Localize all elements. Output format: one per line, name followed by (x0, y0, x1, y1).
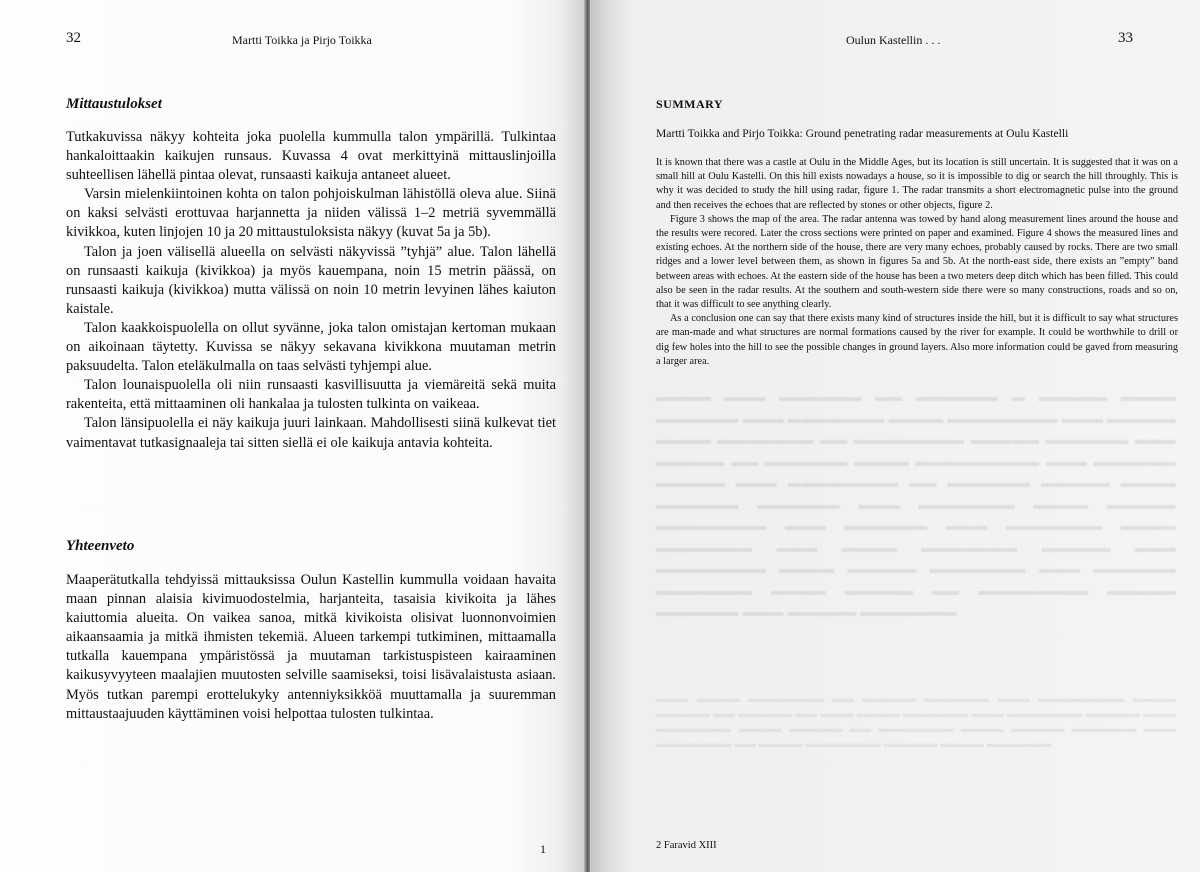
right-page (590, 0, 1200, 872)
running-head: Oulun Kastellin . . . (846, 33, 941, 47)
paragraph: Talon ja joen välisellä alueella on selvästi näkyvissä ”tyhjä” alue. Talon lähellä on runsaasti kaikuja (kivikkoa) ja myös kauempana, noin 15 metrin päässä, on runsaasti kaikuja (kivikkoa) mutta välissä on noin 10 metrin levyinen lähes kaiuton kaistale. (66, 243, 556, 317)
left-page (0, 0, 586, 872)
paragraph: Figure 3 shows the map of the area. The radar antenna was towed by hand along measurement lines around the house and the results were recored. Later the cross sections were printed on paper and examined. Figure 4 shows the measured lines and existing echoes. At the northern side of the house, there are very many echoes, probably caused by rocks. There are two small ridges and a lower level between them, as shown in figures 5a and 5b. At the north-east side, there exists an ”empty” band between areas with echoes. At the eastern side of the house has been a two meters deep ditch which has been filled. This could also be seen in the radar results. At the southern and south-western side there were so many constructions, roads and so on, that it was difficult to see anything clearly. (656, 213, 1178, 311)
paragraph: Tutkakuvissa näkyy kohteita joka puolella kummulla talon ympärillä. Tulkintaa hankaloittaakin kaikujen runsaus. Kuvassa 4 ovat merkittyinä mittauslinjoilla suhteellisen lähellä pintaa olevat, runsaasti kaikuja antaneet alueet. (66, 129, 556, 184)
bleed-through-footnotes: ▬▬▬ ▬▬▬▬ ▬▬▬▬▬▬▬ ▬▬ ▬▬▬▬▬ ▬▬▬▬▬▬ ▬▬▬ ▬▬▬▬▬▬▬▬ ▬▬▬▬ ▬▬▬▬▬ ▬▬ ▬▬▬▬▬ ▬▬ ▬▬▬ ▬▬▬▬ ▬▬▬▬▬▬ ▬▬▬ ▬▬▬▬▬▬▬ ▬▬▬▬▬ ▬▬▬ ▬▬▬▬▬▬▬ ▬▬▬▬ ▬▬▬▬▬ ▬▬ ▬▬▬▬▬▬▬ ▬▬▬▬ ▬▬▬▬▬ ▬▬▬▬▬▬ ▬▬▬ ▬▬▬▬▬▬▬ ▬▬ ▬▬▬▬ ▬▬▬▬▬▬▬ ▬▬▬▬▬ ▬▬▬▬ ▬▬▬▬▬▬ (656, 694, 1176, 750)
section-title-mittaustulokset: Mittaustulokset (66, 96, 162, 112)
results-section-body (66, 128, 556, 453)
paragraph: Talon länsipuolella ei näy kaikuja juuri lainkaan. Mahdollisesti siinä kulkevat tiet vaimentavat tutkasignaaleja tai sitten siellä ei ole kaikuja antavia kohteita. (66, 415, 556, 451)
section-title-yhteenveto: Yhteenveto (66, 538, 135, 554)
summary-body (656, 156, 1178, 369)
paragraph: Talon lounaispuolella oli niin runsaasti kasvillisuutta ja viemäreitä sekä muita rakenteita, että mittaaminen oli hankalaa ja tulosten tulkinta on vaikeaa. (66, 377, 556, 413)
summary-heading: SUMMARY (656, 97, 724, 111)
summary-section-body (66, 571, 556, 724)
paragraph: As a conclusion one can say that there exists many kind of structures inside the hill, but it is difficult to say what structures are man-made and what structures are normal formations caused by the river for example. It could be worthwhile to drill or dig few holes into the hill to see the possible changes in ground layers. Also more information could be gaved from measuring a larger area. (656, 313, 1178, 367)
page-footer-signature: 2 Faravid XIII (656, 840, 717, 851)
paragraph: It is known that there was a castle at Oulu in the Middle Ages, but its location is still uncertain. It is suggested that it was on a small hill at Oulu Kastelli. On this hill exists nowadays a house, so it is impossible to dig or search the hill throughly. This is why it was decided to study the hill using radar, figure 1. The radar transmits a short electromagnetic pulse into the ground and then receives the echoes that are reflected by stones or other objects, figure 2. (656, 157, 1178, 211)
paragraph: Varsin mielenkiintoinen kohta on talon pohjoiskulman lähistöllä oleva alue. Siinä on kaksi selvästi erottuvaa harjannetta ja niiden välissä 1–2 metriä syvemmällä kivikkoa, kuten linjojen 10 ja 20 mittaustuloksista näkyy (kuvat 5a ja 5b). (66, 186, 556, 241)
running-head: Martti Toikka ja Pirjo Toikka (232, 33, 372, 47)
summary-subtitle: Martti Toikka and Pirjo Toikka: Ground penetrating radar measurements at Oulu Kastelli (656, 127, 1069, 140)
bleed-through-text: ▬▬▬▬ ▬▬▬ ▬▬▬▬▬▬ ▬▬ ▬▬▬▬▬▬ ▬ ▬▬▬▬▬ ▬▬▬▬ ▬▬▬▬▬▬ ▬▬▬ ▬▬▬▬▬▬▬ ▬▬▬▬ ▬▬▬▬▬▬▬▬ ▬▬▬ ▬▬▬▬▬ ▬▬▬▬ ▬▬▬▬▬▬▬ ▬▬ ▬▬▬▬▬▬▬▬ ▬▬▬▬▬ ▬▬▬▬▬▬ ▬▬▬ ▬▬▬▬▬ ▬▬ ▬▬▬▬▬▬ ▬▬▬▬ ▬▬▬▬▬▬▬▬▬ ▬▬▬ ▬▬▬▬▬▬ ▬▬▬▬▬ ▬▬▬ ▬▬▬▬▬▬▬▬ ▬▬ ▬▬▬▬▬▬ ▬▬▬▬▬ ▬▬▬▬ ▬▬▬▬▬▬ ▬▬▬▬▬▬ ▬▬▬ ▬▬▬▬▬▬▬ ▬▬▬▬ ▬▬▬▬▬ ▬▬▬▬▬▬▬▬ ▬▬▬ ▬▬▬▬▬▬ ▬▬▬ ▬▬▬▬▬▬▬ ▬▬▬▬ ▬▬▬▬▬▬▬ ▬▬▬ ▬▬▬▬ ▬▬▬▬▬▬▬ ▬▬▬▬▬ ▬▬▬ ▬▬▬▬▬▬▬▬ ▬▬▬▬ ▬▬▬▬▬ ▬▬▬▬▬▬▬ ▬▬▬ ▬▬▬▬▬▬ ▬▬▬▬▬▬▬ ▬▬▬▬ ▬▬▬▬▬ ▬▬ ▬▬▬▬▬▬▬▬ ▬▬▬▬▬ ▬▬▬▬▬▬ ▬▬▬ ▬▬▬▬▬ ▬▬▬▬▬▬▬ (656, 389, 1176, 619)
page-number: 33 (1118, 30, 1133, 46)
paragraph: Talon kaakkoispuolella on ollut syvänne, joka talon omistajan kertoman mukaan on aikoinaan täytetty. Kuvissa se näkyy sekavana kivikkona muutaman metrin paksuudelta. Talon eteläkulmalla on taas selvästi tyhjempi alue. (66, 319, 556, 375)
page-number: 32 (66, 30, 81, 46)
paragraph: Maaperätutkalla tehdyissä mittauksissa Oulun Kastellin kummulla voidaan havaita maan pinnan alaisia kivimuodostelmia, harjanteita, tasaisia kivikoita ja lähes kaiuttomia alueita. On vaikea sanoa, mitkä kivikoista olisivat luonnonvoimien aikaansaamia ja mitkä ihmisten tekemiä. Alueen tarkempi tutkiminen, mittaamalla tutkalla kauempana ympäristössä ja muutaman tarkistuspisteen kairaaminen kaikusyvyyteen maalajien muutosten selville saamiseksi, toisi lisävalaistusta asiaan. Myös tutkan parempi erottelukyky antenniyksikköä muuttamalla ja suuremman mittaustaajuuden käyttäminen voisi helpottaa tulosten tulkintaa. (66, 572, 556, 722)
page-footer-mark: 1 (540, 842, 546, 856)
